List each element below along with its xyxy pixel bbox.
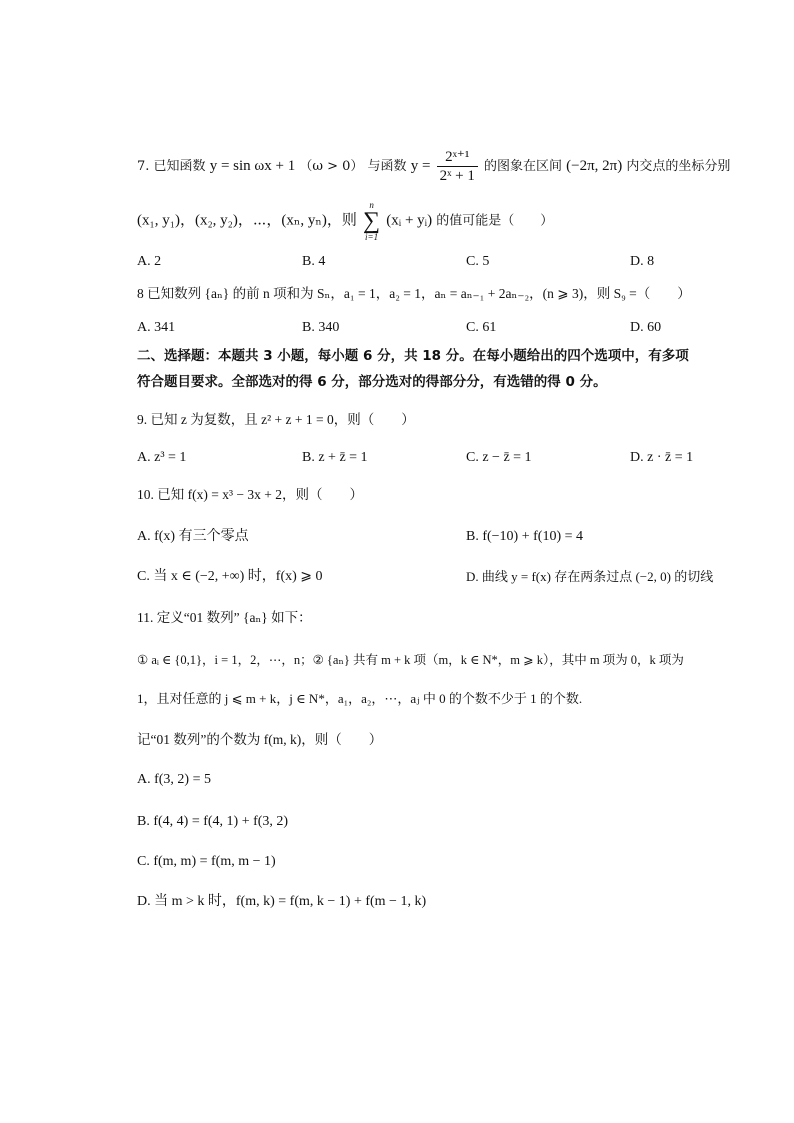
q7-sigma-bottom: i=1 <box>365 232 379 242</box>
section2-heading-line2: 符合题目要求。全部选对的得 6 分，部分选对的得部分分，有选错的得 0 分。 <box>137 374 607 390</box>
q11-record: 记“01 数列”的个数为 f(m, k)，则（ ） <box>137 732 383 747</box>
q10-option-d: D. 曲线 y = f(x) 存在两条过点 (−2, 0) 的切线 <box>466 569 714 584</box>
q8-option-a: A. 341 <box>137 320 176 335</box>
q7-sigma-top: n <box>369 200 374 210</box>
q8-option-c: C. 61 <box>466 320 497 335</box>
q7-fraction <box>437 148 478 185</box>
q7-stem-line1 <box>137 148 730 185</box>
q7-interval: (−2π, 2π) <box>566 158 623 174</box>
q7-option-d: D. 8 <box>630 254 655 269</box>
q7-tail2: 的值可能是（ ） <box>436 213 554 229</box>
q9-option-d: D. z · z̄ = 1 <box>630 450 694 465</box>
q7-sigma-symbol: ∑ <box>363 208 381 234</box>
q11-stem: 11. 定义“01 数列” {aₙ} 如下： <box>137 610 312 625</box>
q7-option-b: B. 4 <box>302 254 326 269</box>
q9-stem: 9. 已知 z 为复数，且 z² + z + 1 = 0，则（ ） <box>137 412 415 427</box>
q9-option-b: B. z + z̄ = 1 <box>302 450 368 465</box>
q7-points: (x₁, y₁)，(x₂, y₂)，⋯，(xₙ, yₙ)，则 <box>137 212 357 229</box>
q11-option-a: A. f(3, 2) = 5 <box>137 772 211 787</box>
q7-mid: 与函数 <box>367 159 407 174</box>
q7-sigma <box>363 200 380 242</box>
q11-option-b: B. f(4, 4) = f(4, 1) + f(3, 2) <box>137 814 289 829</box>
q9-option-a: A. z³ = 1 <box>137 450 187 465</box>
q9-option-c: C. z − z̄ = 1 <box>466 450 532 465</box>
q7-cond: （ω > 0） <box>299 159 364 174</box>
q10-option-c: C. 当 x ∈ (−2, +∞) 时，f(x) ⩾ 0 <box>137 569 323 584</box>
q11-condition-line2: 1，且对任意的 j ⩽ m + k，j ∈ N*，a₁，a₂，⋯，aⱼ 中 0 的个数不少于 1 的个数. <box>137 691 583 706</box>
q11-option-c: C. f(m, m) = f(m, m − 1) <box>137 854 276 869</box>
q10-option-a: A. f(x) 有三个零点 <box>137 529 249 544</box>
q10-option-b: B. f(−10) + f(10) = 4 <box>466 529 583 544</box>
q10-stem: 10. 已知 f(x) = x³ − 3x + 2，则（ ） <box>137 487 363 502</box>
q7-option-c: C. 5 <box>466 254 490 269</box>
q7-option-a: A. 2 <box>137 254 162 269</box>
q7-frac-den: 2ˣ + 1 <box>439 168 475 184</box>
q7-term: (xᵢ + yᵢ) <box>386 212 433 229</box>
q8-stem: 8 已知数列 {aₙ} 的前 n 项和为 Sₙ，a₁ = 1，a₂ = 1，aₙ = aₙ₋₁ + 2aₙ₋₂，(n ⩾ 3)，则 S₉ =（ ） <box>137 286 691 301</box>
q8-option-d: D. 60 <box>630 320 662 335</box>
q7-after: 的图象在区间 <box>484 159 563 174</box>
q7-tail: 内交点的坐标分别 <box>626 159 731 174</box>
q8-option-b: B. 340 <box>302 320 340 335</box>
q7-frac-num: 2ˣ⁺¹ <box>437 148 478 167</box>
q7-prefix: 7. 已知函数 <box>137 159 206 174</box>
section2-heading-line1: 二、选择题：本题共 3 小题，每小题 6 分，共 18 分。在每小题给出的四个选项中，有多项 <box>137 348 689 364</box>
q11-condition-line1: ① aᵢ ∈ {0,1}，i = 1，2，⋯，n；② {aₙ} 共有 m + k 项（m，k ∈ N*，m ⩾ k），其中 m 项为 0，k 项为 <box>137 653 684 667</box>
q11-option-d: D. 当 m > k 时，f(m, k) = f(m, k − 1) + f(m − 1, k) <box>137 894 427 909</box>
q7-lhs2: y = <box>410 158 431 174</box>
q7-stem-line2 <box>137 200 553 242</box>
q7-func1: y = sin ωx + 1 <box>209 158 296 174</box>
